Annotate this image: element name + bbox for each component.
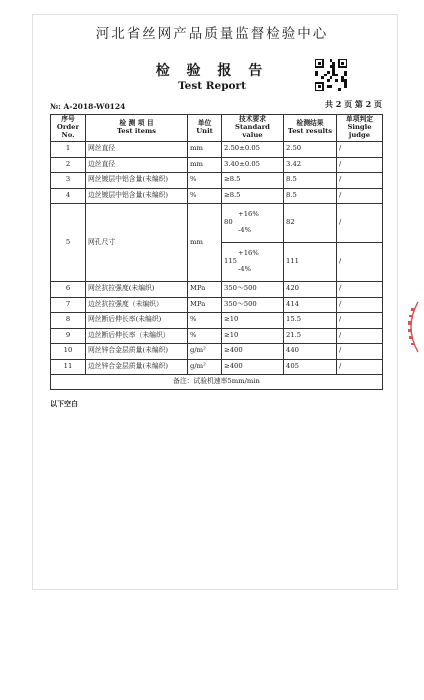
table-row: 6 网丝抗拉强度(未编织) MPa 350～500 420 /: [51, 282, 383, 298]
table-row: 2 边丝直径 mm 3.40±0.05 3.42 /: [51, 157, 383, 173]
table-row: 3 网丝镀层中铝含量(未编织) % ≥8.5 8.5 /: [51, 173, 383, 189]
page-info: 共 2 页 第 2 页: [324, 99, 382, 109]
table-note: 备注：试验机速率5mm/min: [51, 375, 383, 390]
table-row: 4 边丝镀层中铝含量(未编织) % ≥8.5 8.5 /: [51, 188, 383, 204]
table-row: 1 网丝直径 mm 2.50±0.05 2.50 /: [51, 142, 383, 158]
table-row: 8 网丝断后伸长率(未编织) % ≥10 15.5 /: [51, 313, 383, 329]
table-header-row: [51, 115, 383, 142]
header-standard-value: 技术要求 Standard value: [222, 115, 284, 142]
mesh-tolerance-80: +16% 80 -4%: [222, 204, 284, 243]
mesh-tolerance-115: +16% 115 -4%: [222, 243, 284, 282]
table-row: 11 边丝锌合金层质量(未编织) g/m² ≥400 405 /: [51, 359, 383, 375]
table-row-mesh-size-b: +16% 115 -4% 111 /: [51, 243, 383, 282]
blank-below-note: 以下空白: [50, 399, 78, 408]
table-row: 7 边丝抗拉强度（未编织） MPa 350～500 414 /: [51, 297, 383, 313]
test-results-table: [50, 114, 383, 390]
table-row: 10 网丝锌合金层质量(未编织) g/m² ≥400 440 /: [51, 344, 383, 360]
header-order-no: 序号 Order No.: [51, 115, 86, 142]
table-note-row: [51, 375, 383, 390]
header-test-results: 检测结果 Test results: [284, 115, 337, 142]
header-unit: 单位 Unit: [188, 115, 222, 142]
report-title-cn: 检 验 报 告: [155, 63, 269, 79]
table-row: 9 边丝断后伸长率（未编织） % ≥10 21.5 /: [51, 328, 383, 344]
header-single-judge: 单项判定 Single judge: [337, 115, 383, 142]
report-title-en: Test Report: [178, 80, 246, 92]
report-number: №: A-2018-W0124: [50, 102, 126, 111]
header-test-items: 检 测 项 目 Test items: [86, 115, 188, 142]
red-seal-stamp: [402, 300, 420, 354]
center-name: 河北省丝网产品质量监督检验中心: [95, 26, 329, 42]
table-row-mesh-size-a: 5 网孔尺寸 mm +16% 80 -4% 82 /: [51, 204, 383, 243]
